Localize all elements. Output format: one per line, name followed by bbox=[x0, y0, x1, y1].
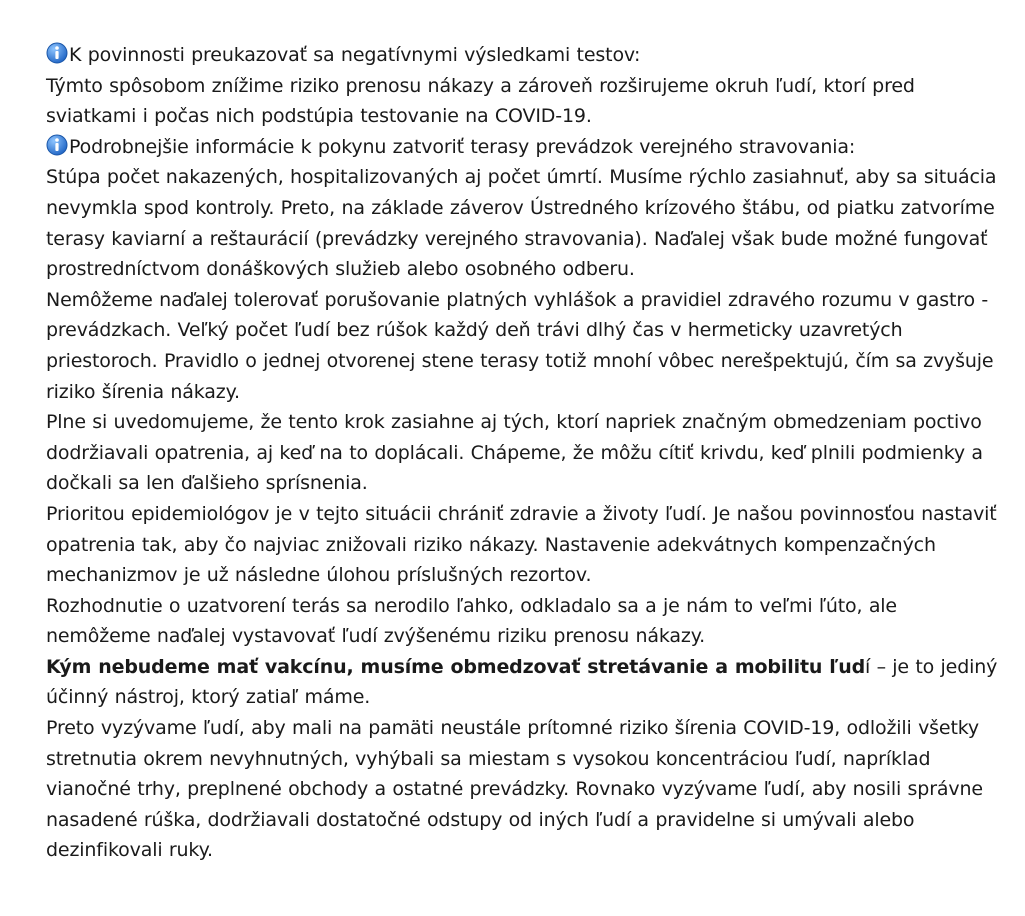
info-heading-1-text: K povinnosti preukazovať sa negatívnymi výsledkami testov: bbox=[69, 44, 641, 66]
paragraph-3: Nemôžeme naďalej tolerovať porušovanie platných vyhlášok a pravidiel zdravého rozumu v gastro - prevádzkach. Veľký počet ľudí bez rúšok každý deň trávi dlhý čas v hermeticky uzavretých priestoroch. Pravidlo o jednej otvorenej stene terasy totiž mnohí vôbec nerešpektujú, čím sa zvyšuje riziko šírenia nákazy. bbox=[46, 288, 994, 403]
paragraph-4: Plne si uvedomujeme, že tento krok zasiahne aj tých, ktorí napriek značným obmedzeniam poctivo dodržiavali opatrenia, aj keď na to doplácali. Chápeme, že môžu cítiť krivdu, keď plnili podmienky a dočkali sa len ďalšieho sprísnenia. bbox=[46, 411, 983, 495]
paragraph-7 bbox=[46, 652, 1005, 713]
info-icon bbox=[46, 42, 68, 64]
info-heading-2-text: Podrobnejšie informácie k pokynu zatvoriť terasy prevádzok verejného stravovania: bbox=[69, 135, 856, 158]
paragraph-7-rest: í – je to jediný účinný nástroj, ktorý zatiaľ máme. bbox=[46, 655, 998, 709]
paragraph-2: Stúpa počet nakazených, hospitalizovaných aj počet úmrtí. Musíme rýchlo zasiahnuť, aby sa situácia nevymkla spod kontroly. Preto, na základe záverov Ústredného krízového štábu, od piatku zatvoríme terasy kaviarní a reštaurácií (prevádzky verejného stravovania). Naďalej však bude možné fungovať prostredníctvom donáškových služieb alebo osobného odberu. bbox=[46, 166, 997, 281]
info-icon bbox=[46, 134, 68, 156]
paragraph-7-bold: Kým nebudeme mať vakcínu, musíme obmedzovať stretávanie a mobilitu ľud bbox=[46, 655, 866, 678]
info-heading-1 bbox=[46, 40, 1005, 71]
paragraph-6: Rozhodnutie o uzatvorení terás sa nerodilo ľahko, odkladalo sa a je nám to veľmi ľúto, ale nemôžeme naďalej vystavovať ľudí zvýšenému riziku prenosu nákazy. bbox=[46, 594, 897, 648]
paragraph-1: Týmto spôsobom znížime riziko prenosu nákazy a zároveň rozširujeme okruh ľudí, ktorí pred sviatkami i počas nich podstúpia testovanie na COVID-19. bbox=[46, 74, 915, 128]
paragraph-5: Prioritou epidemiológov je v tejto situácii chrániť zdravie a životy ľudí. Je našou povinnosťou nastaviť opatrenia tak, aby čo najviac znižovali riziko nákazy. Nastavenie adekvátnych kompenzačných mechanizmov je už následne úlohou príslušných rezortov. bbox=[46, 502, 997, 587]
info-heading-2 bbox=[46, 132, 1005, 163]
paragraph-8: Preto vyzývame ľudí, aby mali na pamäti neustále prítomné riziko šírenia COVID-19, odložili všetky stretnutia okrem nevyhnutných, vyhýbali sa miestam s vysokou koncentráciou ľudí, napríklad vianočné trhy, preplnené obchody a ostatné prevádzky. Rovnako vyzývame ľudí, aby nosili správne nasadené rúška, dodržiavali dostatočné odstupy od iných ľudí a pravidelne si umývali alebo dezinfikovali ruky. bbox=[46, 717, 983, 862]
